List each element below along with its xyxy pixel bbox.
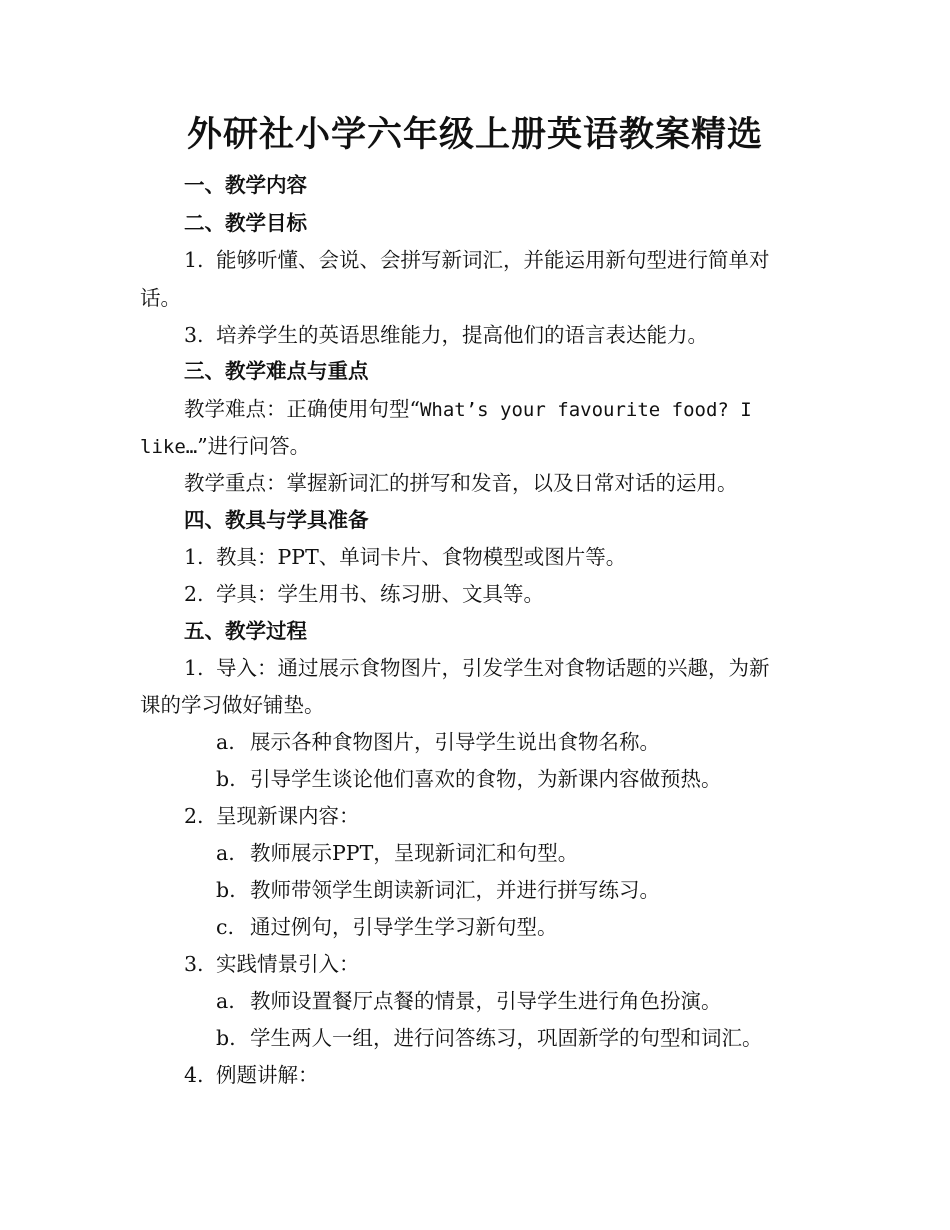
tool-item-1-number: 1. [184,545,204,569]
process-step-2c-text: 通过例句，引导学生学习新句型。 [250,915,558,939]
difficulty-english: What’s your favourite food? I [419,399,752,421]
process-step-1a-text: 展示各种食物图片，引导学生说出食物名称。 [250,730,660,754]
process-step-3b-label: b. [216,1026,236,1050]
section-heading-content: 一、教学内容 [184,173,307,197]
difficulty-prefix: 教学难点：正确使用句型“ [184,397,420,421]
process-step-1-continuation: 课的学习做好铺垫。 [140,693,325,717]
section-heading-difficulties: 三、教学难点与重点 [184,359,369,383]
process-step-3-text: 实践情景引入： [216,952,360,976]
goal-item-3-text: 培养学生的英语思维能力，提高他们的语言表达能力。 [216,323,708,347]
process-step-2-text: 呈现新课内容： [216,804,360,828]
difficulty-suffix: ”进行问答。 [197,434,311,458]
process-step-3b-text: 学生两人一组，进行问答练习，巩固新学的句型和词汇。 [250,1026,763,1050]
goal-item-3-number: 3. [184,323,204,347]
tool-item-1-text: 教具：PPT、单词卡片、食物模型或图片等。 [216,545,627,569]
difficulty-line [184,396,752,423]
process-step-1-number: 1. [184,656,204,680]
process-step-2a-label: a. [216,841,235,865]
process-step-3-number: 3. [184,952,204,976]
tool-item-2-number: 2. [184,582,204,606]
process-step-3a-text: 教师设置餐厅点餐的情景，引导学生进行角色扮演。 [250,989,722,1013]
process-step-4-text: 例题讲解： [216,1063,319,1087]
process-step-2-number: 2. [184,804,204,828]
goal-item-3 [184,322,708,348]
process-step-1b-label: b. [216,767,236,791]
process-step-4 [184,1062,319,1088]
difficulty-continuation [140,433,310,460]
section-heading-tools: 四、教具与学具准备 [184,508,369,532]
process-step-3a-label: a. [216,989,235,1013]
process-step-2a [216,840,578,866]
key-point-line: 教学重点：掌握新词汇的拼写和发音，以及日常对话的运用。 [184,471,738,495]
process-step-1 [184,655,770,681]
tool-item-2 [184,581,544,607]
process-step-1a [216,729,660,755]
process-step-4-number: 4. [184,1063,204,1087]
section-heading-process: 五、教学过程 [184,619,307,643]
process-step-3a [216,988,722,1014]
process-step-3 [184,951,360,977]
process-step-2c [216,914,558,940]
process-step-2b-label: b. [216,878,236,902]
goal-item-1-continuation: 话。 [140,286,181,310]
process-step-2b [216,877,660,903]
tool-item-1 [184,544,626,570]
process-step-3b [216,1025,763,1051]
goal-item-1-text: 能够听懂、会说、会拼写新词汇，并能运用新句型进行简单对 [216,248,770,272]
document-title: 外研社小学六年级上册英语教案精选 [186,114,763,155]
difficulty-english-2: like… [140,436,198,458]
process-step-1b [216,766,722,792]
process-step-1b-text: 引导学生谈论他们喜欢的食物，为新课内容做预热。 [250,767,722,791]
tool-item-2-text: 学具：学生用书、练习册、文具等。 [216,582,544,606]
process-step-2c-label: c. [216,915,234,939]
process-step-1a-label: a. [216,730,235,754]
process-step-2b-text: 教师带领学生朗读新词汇，并进行拼写练习。 [250,878,660,902]
goal-item-1-number: 1. [184,248,204,272]
goal-item-1 [184,247,770,273]
process-step-2 [184,803,360,829]
process-step-2a-text: 教师展示PPT，呈现新词汇和句型。 [250,841,579,865]
section-heading-goals: 二、教学目标 [184,211,307,235]
process-step-1-text: 导入：通过展示食物图片，引发学生对食物话题的兴趣，为新 [216,656,770,680]
